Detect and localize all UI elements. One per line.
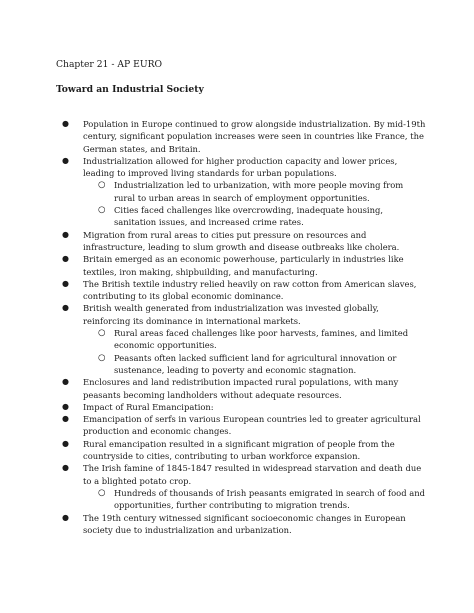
- bullet-dot-icon: ●: [62, 155, 69, 165]
- list-item: [56, 413, 426, 438]
- list-item-text: Peasants often lacked sufficient land for agricultural innovation or sustenance, leading to poverty and economic stagnation.: [114, 352, 397, 375]
- bullet-circle-icon: ○: [98, 205, 106, 216]
- list-item-text: The 19th century witnessed significant socioeconomic changes in European society due to industrialization and urbanization.: [83, 512, 406, 535]
- list-item-text: Migration from rural areas to cities put pressure on resources and infrastructure, leading to slum growth and disease outbreaks like cholera.: [83, 229, 400, 252]
- list-item-text: Britain emerged as an economic powerhouse, particularly in industries like textiles, iron making, shipbuilding, and manufacturing.: [83, 254, 404, 277]
- list-item-text: Enclosures and land redistribution impacted rural populations, with many peasants becoming landholders without adequate resources.: [83, 377, 399, 400]
- list-item: [56, 302, 426, 327]
- bullet-dot-icon: ●: [62, 303, 69, 313]
- list-item: [56, 462, 426, 487]
- list-item-text: Population in Europe continued to grow alongside industrialization. By mid-19th century, significant population increases were seen in countries like France, the German states, and Britain.: [83, 119, 426, 154]
- list-item-text: Rural emancipation resulted in a significant migration of people from the countryside to cities, contributing to urban workforce expansion.: [83, 438, 395, 462]
- list-item: [56, 253, 426, 278]
- list-item-text: Industrialization led to urbanization, with more people moving from rural to urban areas in search of employment opportunities.: [114, 180, 404, 203]
- bullet-dot-icon: ●: [62, 278, 69, 288]
- sub-list-item: [56, 327, 426, 352]
- list-item: [56, 512, 426, 537]
- bullet-dot-icon: ●: [62, 229, 69, 239]
- bullet-dot-icon: ●: [62, 463, 69, 473]
- list-item-text: The British textile industry relied heavily on raw cotton from American slaves, contributing to its global economic dominance.: [83, 278, 417, 302]
- notes-list: [56, 118, 426, 536]
- bullet-dot-icon: ●: [62, 254, 69, 264]
- bullet-dot-icon: ●: [62, 414, 69, 424]
- list-item-text: British wealth generated from industrialization was invested globally, reinforcing its dominance in international markets.: [83, 303, 379, 326]
- list-item: [56, 438, 426, 463]
- bullet-dot-icon: ●: [62, 512, 69, 522]
- list-item-text: Industrialization allowed for higher production capacity and lower prices, leading to improved living standards for urban populations.: [83, 155, 398, 179]
- bullet-circle-icon: ○: [98, 487, 106, 498]
- sub-list-item: [56, 352, 426, 377]
- list-item: [56, 376, 426, 401]
- bullet-dot-icon: ●: [62, 438, 69, 448]
- list-item-text: Emancipation of serfs in various European countries led to greater agricultural production and economic changes.: [83, 414, 421, 437]
- list-item-text: Rural areas faced challenges like poor harvests, famines, and limited economic opportunities.: [114, 328, 409, 351]
- list-item: [56, 118, 426, 155]
- sub-list-item: [56, 204, 426, 229]
- bullet-circle-icon: ○: [98, 180, 106, 191]
- list-item-text: The Irish famine of 1845-1847 resulted in widespread starvation and death due to a blighted potato crop.: [83, 463, 422, 486]
- sub-list-item: [56, 487, 426, 512]
- list-item-text: Cities faced challenges like overcrowding, inadequate housing, sanitation issues, and increased crime rates.: [114, 205, 384, 228]
- sub-list-item: [56, 179, 426, 204]
- list-item: [56, 401, 426, 413]
- bullet-dot-icon: ●: [62, 377, 69, 387]
- list-item-text: Impact of Rural Emancipation:: [83, 401, 214, 412]
- document-title: Chapter 21 - AP EURO: [56, 59, 163, 70]
- bullet-dot-icon: ●: [62, 119, 69, 128]
- bullet-dot-icon: ●: [62, 401, 69, 411]
- bullet-circle-icon: ○: [98, 328, 106, 339]
- section-heading: Toward an Industrial Society: [56, 84, 204, 95]
- list-item: [56, 155, 426, 180]
- list-item: [56, 229, 426, 254]
- list-item: [56, 278, 426, 303]
- bullet-circle-icon: ○: [98, 352, 106, 363]
- list-item-text: Hundreds of thousands of Irish peasants emigrated in search of food and opportunities, further contributing to migration trends.: [114, 487, 425, 511]
